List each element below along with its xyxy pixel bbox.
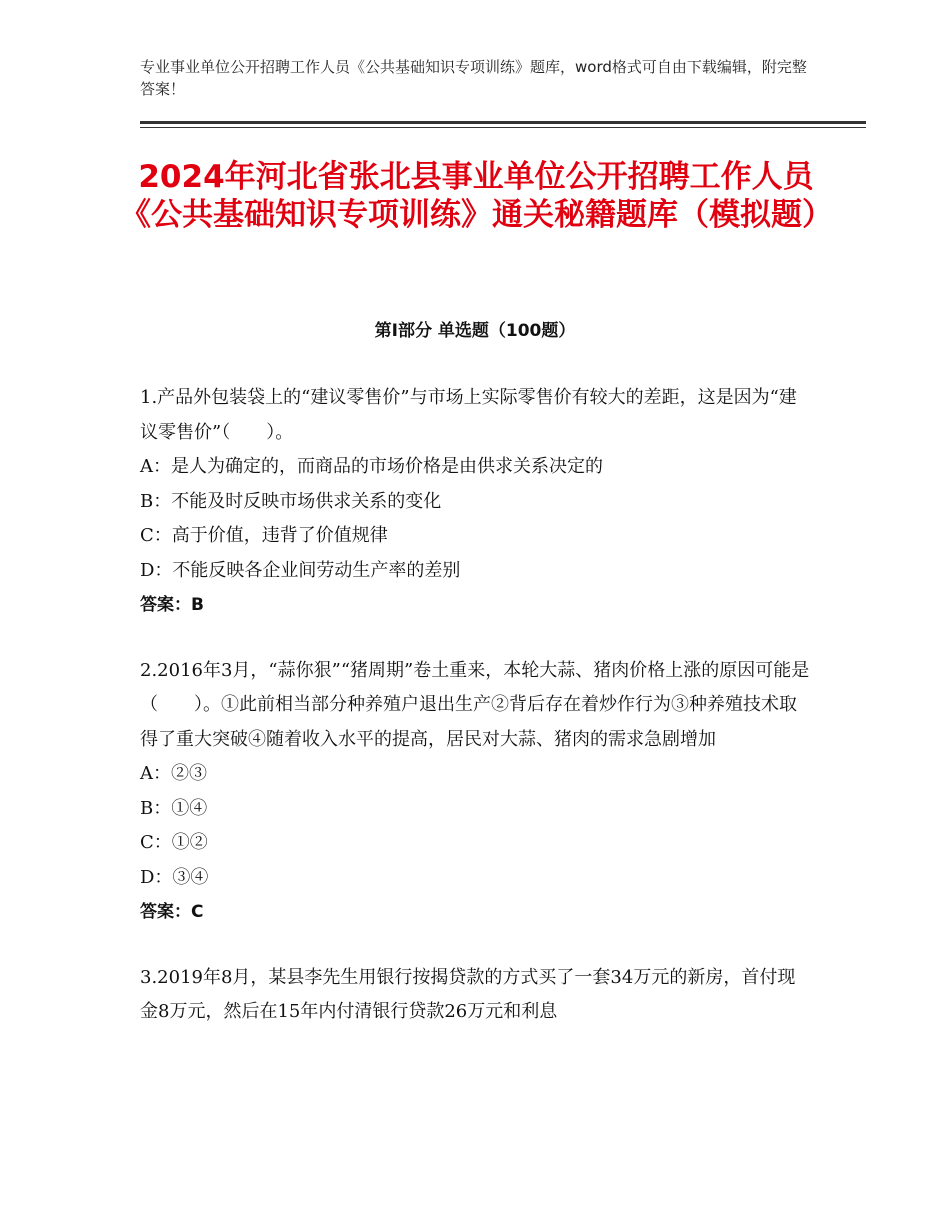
header-rule-thick xyxy=(140,121,866,124)
question-3 xyxy=(140,961,810,1030)
question-list xyxy=(140,381,810,1061)
answer: 答案：C xyxy=(140,902,204,922)
header-note: 专业事业单位公开招聘工作人员《公共基础知识专项训练》题库，word格式可自由下载编辑，附完整答案！ xyxy=(140,58,807,98)
question-2 xyxy=(140,654,810,930)
option-d: D：不能反映各企业间劳动生产率的差别 xyxy=(140,559,461,581)
option-b: B：①④ xyxy=(140,797,208,819)
option-a: A：②③ xyxy=(140,763,207,784)
document-title: 2024年河北省张北县事业单位公开招聘工作人员《公共基础知识专项训练》通关秘籍题库（模拟题） xyxy=(120,159,833,233)
header-rule-thin xyxy=(140,127,866,128)
option-c: C：高于价值，违背了价值规律 xyxy=(140,525,388,546)
option-a: A：是人为确定的，而商品的市场价格是由供求关系决定的 xyxy=(140,456,603,477)
answer: 答案：B xyxy=(140,595,204,615)
question-stem: 1.产品外包装袋上的“建议零售价”与市场上实际零售价有较大的差距，这是因为“建议零售价”（ ）。 xyxy=(140,387,797,443)
option-b: B：不能及时反映市场供求关系的变化 xyxy=(140,490,442,512)
option-d: D：③④ xyxy=(140,866,209,888)
question-stem: 2.2016年3月，“蒜你狠”“猪周期”卷土重来，本轮大蒜、猪肉价格上涨的原因可能是（ ）。①此前相当部分种养殖户退出生产②背后存在着炒作行为③种养殖技术取得了重大突破④随着收入水平的提高，居民对大蒜、猪肉的需求急剧增加 xyxy=(140,659,810,750)
question-1 xyxy=(140,381,810,623)
section-heading: 第I部分 单选题（100题） xyxy=(374,321,576,341)
option-c: C：①② xyxy=(140,832,208,853)
question-stem: 3.2019年8月，某县李先生用银行按揭贷款的方式买了一套34万元的新房，首付现金8万元，然后在15年内付清银行贷款26万元和利息 xyxy=(140,966,796,1022)
